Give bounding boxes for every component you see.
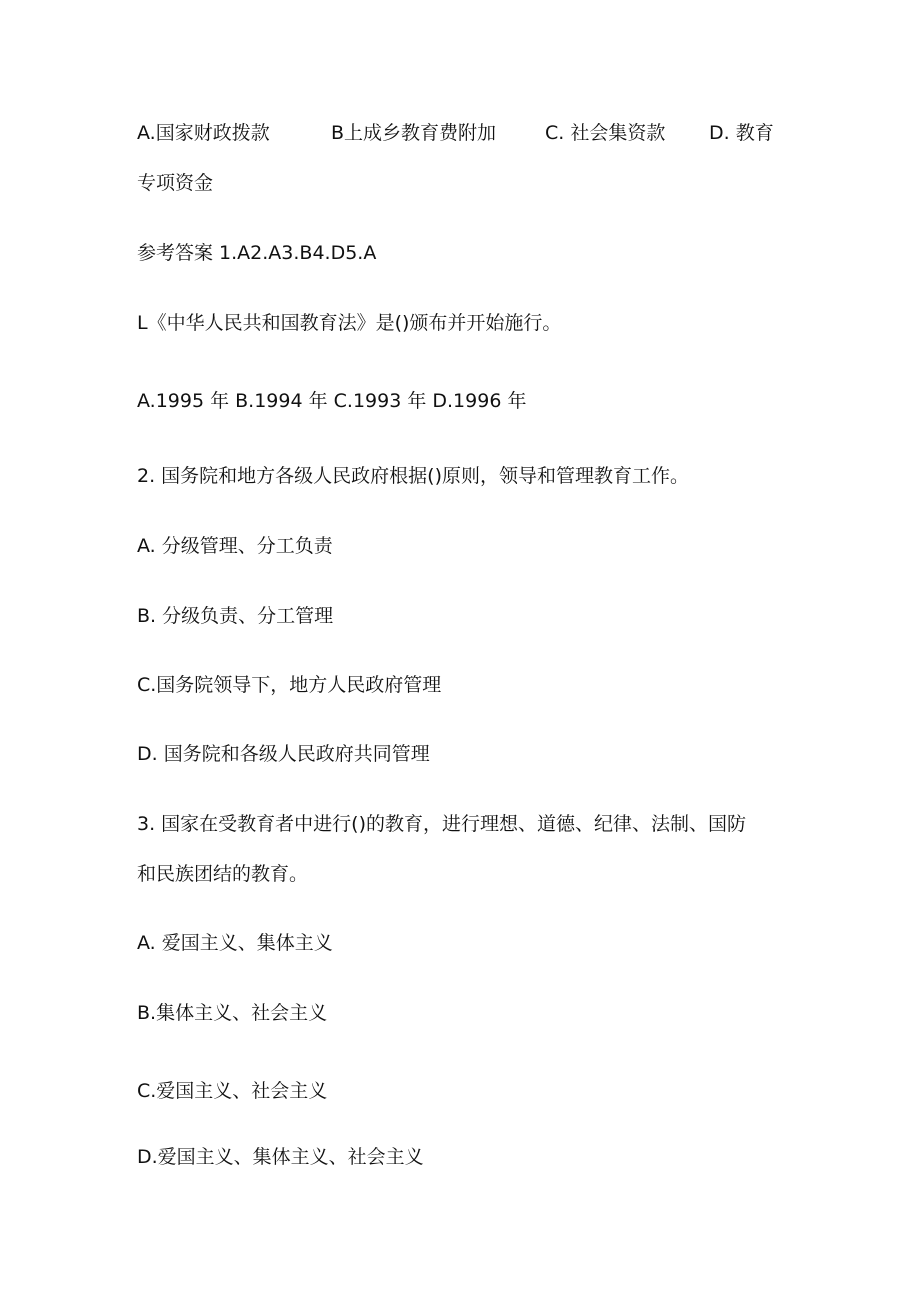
prev-question-option-d: D. 教育: [709, 122, 774, 144]
prev-question-continuation: 专项资金: [137, 172, 214, 194]
question-3-option-a: A. 爱国主义、集体主义: [137, 932, 333, 954]
question-1-stem: L《中华人民共和国教育法》是()颁布并开始施行。: [137, 312, 562, 334]
question-3-option-b: B.集体主义、社会主义: [137, 1002, 328, 1024]
prev-question-option-b: B上成乡教育费附加: [331, 122, 497, 144]
question-3-stem-line-2: 和民族团结的教育。: [137, 863, 309, 885]
question-3-stem-line-1: 3. 国家在受教育者中进行()的教育，进行理想、道德、纪律、法制、国防: [137, 813, 746, 835]
question-2-option-b: B. 分级负责、分工管理: [137, 605, 334, 627]
prev-question-option-c: C. 社会集资款: [545, 122, 666, 144]
question-3-option-c: C.爱国主义、社会主义: [137, 1080, 328, 1102]
answer-key: 参考答案 1.A2.A3.B4.D5.A: [137, 242, 377, 264]
question-3-option-d: D.爱国主义、集体主义、社会主义: [137, 1146, 424, 1168]
prev-question-option-a: A.国家财政拨款: [137, 122, 270, 144]
question-2-option-d: D. 国务院和各级人民政府共同管理: [137, 743, 430, 765]
question-2-stem: 2. 国务院和地方各级人民政府根据()原则，领导和管理教育工作。: [137, 465, 689, 487]
question-2-option-c: C.国务院领导下，地方人民政府管理: [137, 674, 442, 696]
question-1-options: A.1995 年 B.1994 年 C.1993 年 D.1996 年: [137, 390, 527, 412]
question-2-option-a: A. 分级管理、分工负责: [137, 535, 333, 557]
